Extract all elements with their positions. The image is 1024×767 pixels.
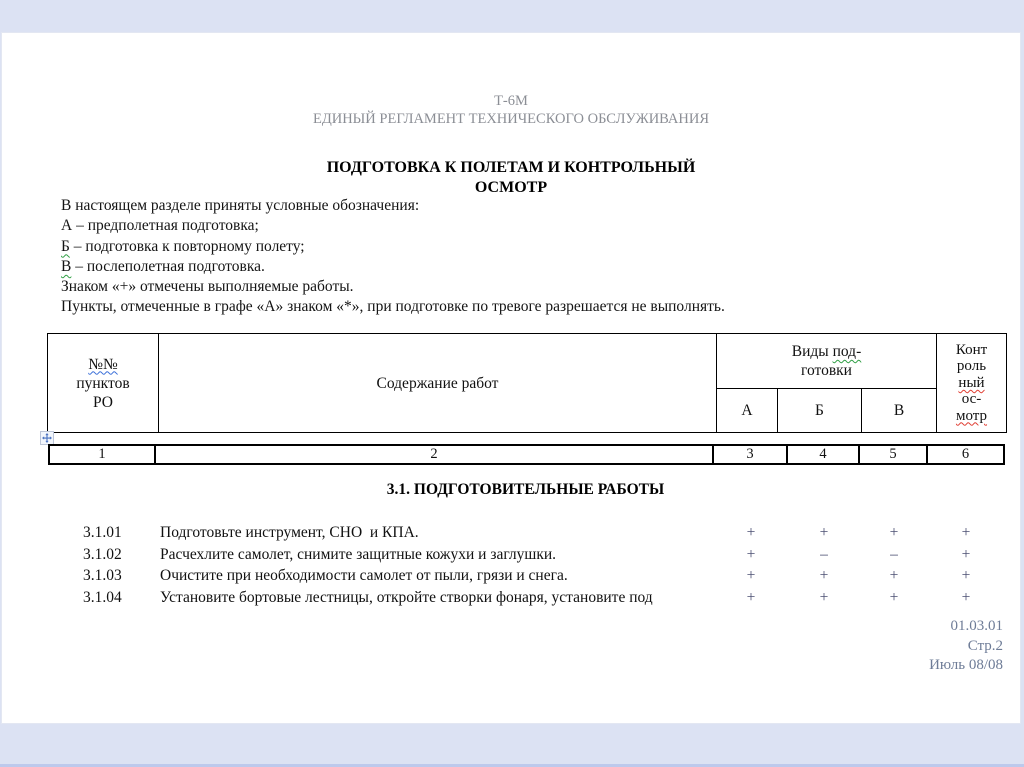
legend-def-a: А – предполетная подготовка;	[61, 217, 259, 235]
page-footer	[929, 617, 1003, 676]
mark-a: +	[746, 589, 756, 606]
column-number-1: 1	[49, 445, 155, 464]
legend-def-v: В – послеполетная подготовка.	[61, 257, 265, 275]
col-header-type-b: Б	[778, 389, 862, 433]
legend-intro: В настоящем разделе приняты условные обозначения:	[61, 197, 420, 214]
col-header-type-a: А	[717, 389, 778, 433]
work-row-text: Установите бортовые лестницы, откройте створки фонаря, установите под	[160, 589, 653, 606]
mark-v: +	[889, 589, 899, 606]
mark-a: +	[746, 524, 756, 541]
legend-note-asterisk: Пункты, отмеченные в графе «А» знаком «*», при подготовке по тревоге разрешается не выполнять.	[61, 298, 725, 316]
legend-note-plus: Знаком «+» отмечены выполняемые работы.	[61, 278, 354, 296]
work-row-number: 3.1.03	[83, 567, 122, 584]
mark-v: –	[890, 546, 898, 563]
footer-page-number: Стр.2	[967, 637, 1003, 654]
mark-control: +	[961, 546, 971, 563]
page-title	[2, 158, 1020, 198]
doc-regulation-title: ЕДИНЫЙ РЕГЛАМЕНТ ТЕХНИЧЕСКОГО ОБСЛУЖИВАНИЯ	[312, 110, 710, 127]
col-header-work-content: Содержание работ	[159, 334, 717, 433]
work-row	[48, 589, 1008, 610]
column-number-5: 5	[859, 445, 927, 464]
mark-b: +	[819, 567, 829, 584]
mark-a: +	[746, 567, 756, 584]
four-way-arrow-icon	[42, 433, 52, 443]
footer-doc-code: 01.03.01	[950, 618, 1003, 634]
work-row-text: Расчехлите самолет, снимите защитные кожухи и заглушки.	[160, 546, 557, 563]
mark-b: –	[820, 546, 828, 563]
doc-code: Т-6М	[494, 93, 528, 109]
work-row-number: 3.1.01	[83, 524, 122, 541]
mark-control: +	[961, 524, 971, 541]
mark-a: +	[746, 546, 756, 563]
document-page	[2, 33, 1020, 723]
work-row	[48, 546, 1008, 567]
col-header-point-numbers: №№ пунктов РО	[48, 334, 159, 433]
column-number-3: 3	[713, 445, 787, 464]
col-header-type-v: В	[862, 389, 937, 433]
column-number-row	[48, 444, 1005, 465]
work-row	[48, 567, 1008, 588]
page-title-line2: ОСМОТР	[474, 179, 548, 196]
legend-block	[61, 196, 990, 318]
work-row-number: 3.1.02	[83, 546, 122, 563]
mark-b: +	[819, 524, 829, 541]
column-number-2: 2	[155, 445, 713, 464]
work-row-text: Подготовьте инструмент, СНО и КПА.	[160, 524, 419, 541]
col-header-preparation-types: Виды под- готовки	[717, 334, 937, 389]
legend-def-b: Б – подготовка к повторному полету;	[61, 237, 305, 255]
mark-v: +	[889, 567, 899, 584]
table-move-handle-icon[interactable]	[40, 431, 54, 445]
column-number-6: 6	[927, 445, 1004, 464]
work-row-text: Очистите при необходимости самолет от пыли, грязи и снега.	[160, 567, 568, 584]
mark-b: +	[819, 589, 829, 606]
section-heading: 3.1. ПОДГОТОВИТЕЛЬНЫЕ РАБОТЫ	[386, 481, 665, 498]
column-number-4: 4	[787, 445, 859, 464]
work-row	[48, 524, 1008, 545]
page-title-line1: ПОДГОТОВКА К ПОЛЕТАМ И КОНТРОЛЬНЫЙ	[326, 159, 696, 176]
footer-date: Июль 08/08	[929, 657, 1003, 673]
work-table-header	[47, 333, 1007, 433]
mark-control: +	[961, 589, 971, 606]
document-header	[2, 93, 1020, 128]
mark-v: +	[889, 524, 899, 541]
mark-control: +	[961, 567, 971, 584]
col-header-control-inspection: Конт роль ный ос- мотр	[937, 334, 1007, 433]
work-row-number: 3.1.04	[83, 589, 122, 606]
